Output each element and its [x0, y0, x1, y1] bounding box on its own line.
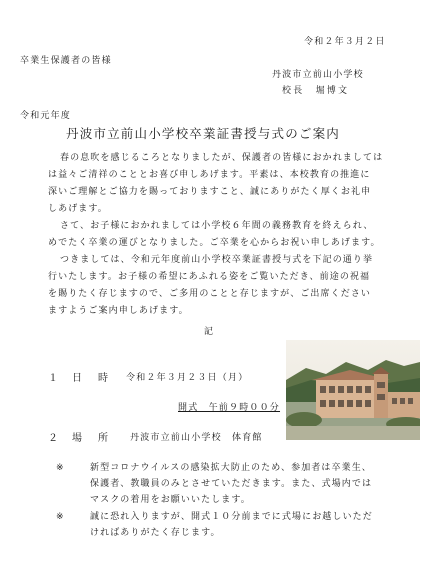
- note-2: [90, 509, 373, 541]
- note-line: ければありがたく存じます。: [90, 528, 221, 538]
- ki-heading: 記: [204, 327, 215, 337]
- item1-number: １: [48, 373, 60, 384]
- paragraph-line: しあげます。: [48, 204, 108, 214]
- document-date: 令和２年３月２日: [304, 37, 386, 47]
- paragraph-line: つきましては、令和元年度前山小学校卒業証書授与式を下記の通り挙: [60, 255, 374, 265]
- paragraph-line: さて、お子様におかれましては小学校６年間の義務教育を終えられ、: [60, 221, 374, 231]
- paragraph-line: 深いご理解とご協力を賜っておりますこと、誠にありがたく厚くお礼申: [48, 187, 372, 197]
- note-line: 誠に恐れ入りますが、開式１０分前までに式場にお越しいただ: [90, 512, 373, 522]
- item1-date: 令和２年３月２３日（月）: [126, 373, 249, 383]
- school-building-photo: [286, 340, 420, 440]
- paragraph-line: は益々ご清祥のこととお喜び申しあげます。平素は、本校教育の推進に: [48, 170, 371, 180]
- note-line: 保護者、教職員のみとさせていただきます。また、式場内では: [90, 479, 373, 489]
- note-line: マスクの着用をお願いいたします。: [90, 495, 251, 505]
- paragraph-line: ますようご案内申しあげます。: [48, 306, 189, 316]
- paragraph-invitation: [48, 252, 398, 320]
- fiscal-year: 令和元年度: [20, 111, 72, 121]
- item2-label: 場 所: [72, 433, 111, 444]
- sender-principal: 校長 堀博文: [282, 86, 350, 96]
- note-line: 新型コロナウイルスの感染拡大防止のため、参加者は卒業生、: [90, 463, 372, 473]
- item1-label: 日 時: [72, 373, 111, 384]
- note-1: [90, 460, 372, 508]
- page-title: 丹波市立前山小学校卒業証書授与式のご案内: [66, 126, 341, 141]
- sender-school: 丹波市立前山小学校: [272, 70, 364, 80]
- paragraph-greeting: [48, 150, 398, 218]
- item2-venue: 丹波市立前山小学校 体育館: [130, 433, 263, 443]
- addressee: 卒業生保護者の皆様: [20, 56, 112, 66]
- item2-number: ２: [48, 433, 60, 444]
- paragraph-line: 行いたします。お子様の希望にあふれる姿をご覧いただき、前途の祝福: [48, 272, 371, 282]
- paragraph-line: 春の息吹を感じるころとなりましたが、保護者の皆様におかれましては: [60, 153, 384, 163]
- paragraph-line: を賜りたく存じますので、ご多用のことと存じますが、ご出席ください: [48, 289, 372, 299]
- paragraph-announcement: [48, 218, 398, 252]
- paragraph-line: めでたく卒業の運びとなりました。ご卒業を心からお祝い申しあげます。: [48, 238, 381, 248]
- item1-time: 開式 午前９時００分: [178, 403, 281, 413]
- note-mark: ※: [56, 512, 65, 522]
- note-mark: ※: [56, 463, 65, 473]
